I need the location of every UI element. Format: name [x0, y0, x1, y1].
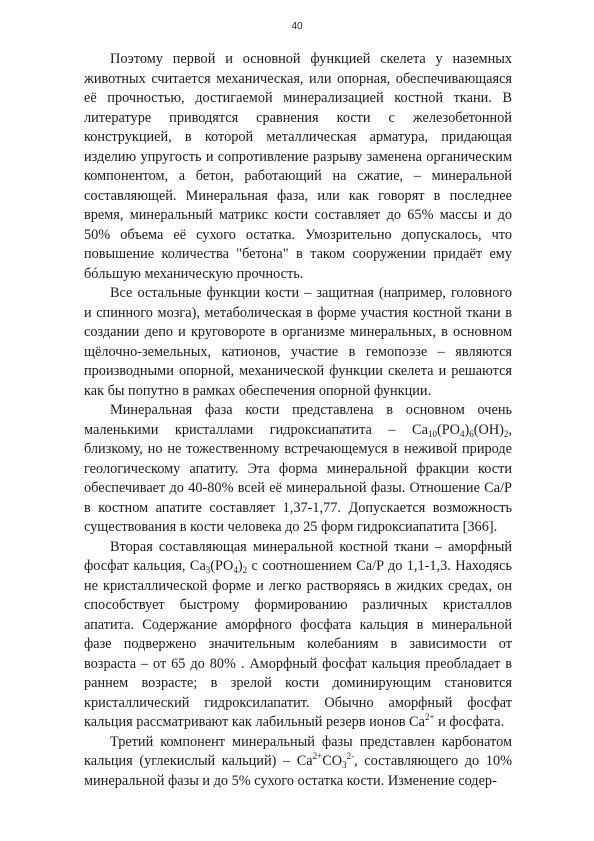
subscript: 3 [342, 760, 347, 770]
superscript: 2+ [312, 751, 323, 761]
text-run: Все остальные функции кости – защитная (например, головного и спинного мозга), метаболическая в форме участия костной ткани в создании депо и круговороте в организме минеральных, в основном щёлочно-земельных, катионов, участие в гемопоэзе – являются производными опорной, механической функции скелета и решаются как бы попутно в рамках обеспечения опорной функции. [84, 285, 512, 399]
superscript: 2+ [424, 712, 435, 722]
text-run: ) [237, 558, 243, 574]
text-run: Вторая составляющая минеральной костной ткани – аморфный фосфат кальция, Ca [84, 538, 512, 574]
subscript: 4 [233, 565, 238, 575]
paragraph-1 [84, 50, 512, 284]
superscript: 2- [346, 751, 355, 761]
text-run: , близкому, но не тожественному встречающемуся в неживой природе геологическому апатиту. Эта форма минеральной фракции кости обеспечивает до 40-80% всей её минеральной фазы. Отношение Ca/P в костном апатите составляет 1,37-1,77. Допускается возможность существования в кости человека до 25 форм гидроксиапатита [366]. [84, 421, 512, 535]
text-run: (PO [210, 558, 234, 574]
document-body [84, 50, 512, 791]
page-number: 40 [291, 21, 303, 32]
subscript: 4 [459, 428, 465, 439]
paragraph-5 [84, 733, 512, 792]
subscript: 6 [469, 428, 474, 439]
text-run: Третий компонент минеральный фазы представлен карбонатом кальция (углекислый кальций) – Ca [84, 733, 512, 769]
text-run: CO [322, 753, 343, 769]
text-run: (PO [436, 421, 460, 438]
text-run: (OH) [473, 421, 504, 438]
subscript: 2 [242, 565, 248, 575]
paragraph-4 [84, 538, 512, 733]
subscript: 10 [427, 428, 437, 439]
paragraph-2 [84, 284, 512, 401]
text-run: Поэтому первой и основной функцией скелета у наземных животных считается механическая, или опорная, обеспечивающаяся её прочностью, достигаемой минерализацией костной ткани. В литературе приводятся сравнения кости с железобетонной конструкцией, в которой металлическая арматура, придающая изделию упругость и сопротивление разрыву заменена органическим компонентом, а бетон, работающий на сжатие, – минеральной составляющей. Минеральная фаза, или как говорят в последнее время, минеральный матрикс кости составляет до 65% массы и до 50% объема её сухого остатка. Умозрительно допускалось, что повышение количества "бетона" в таком сооружении придаёт ему бóльшую механическую прочность. [84, 51, 512, 282]
text-run: ) [464, 421, 470, 438]
text-run: Минеральная фаза кости представлена в основном очень маленькими кристаллами гидроксиапатита – Ca [84, 402, 512, 438]
paragraph-3 [84, 401, 512, 538]
text-run: с соотношением Ca/P до 1,1-1,3. Находясь не кристаллической форме и легко растворяясь в жидких средах, он способствует быстрому формированию различных кристаллов апатита. Содержание аморфного фосфата кальция в минеральной фазе подвержено значительным колебаниям в зависимости от возраста – от 65 до 80% . Аморфный фосфат кальция преобладает в раннем возрасте; в зрелой кости доминирующим становится кристаллический гидроксилапатит. Обычно аморфный фосфат кальция рассматривают как лабильный резерв ионов Ca [84, 558, 512, 730]
text-run: и фосфата. [434, 714, 505, 730]
subscript: 3 [205, 565, 211, 575]
text-run: , составляющего до 10% минеральной фазы и до 5% сухого остатка кости. Изменение содер- [84, 753, 512, 789]
subscript: 2 [503, 428, 509, 439]
